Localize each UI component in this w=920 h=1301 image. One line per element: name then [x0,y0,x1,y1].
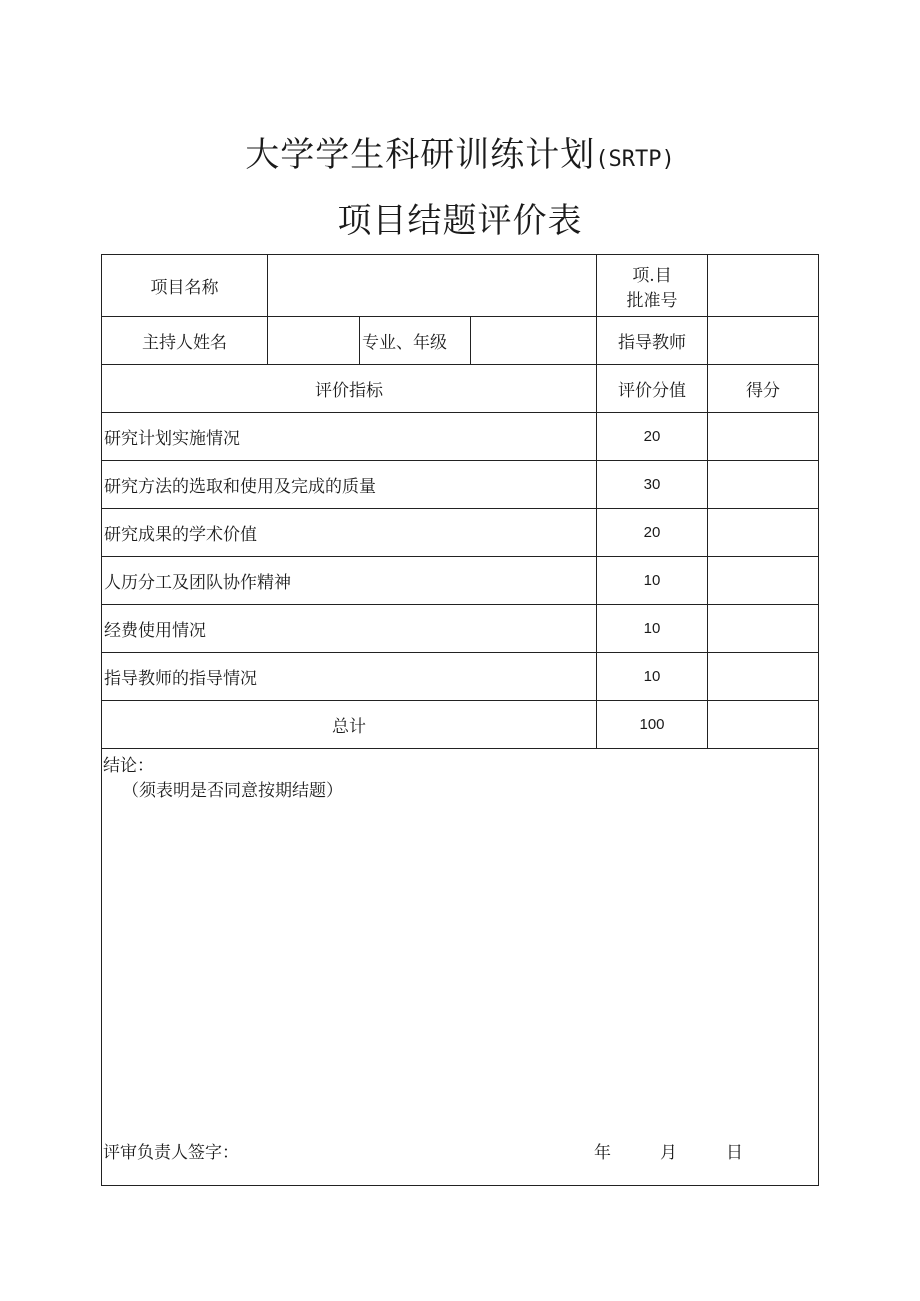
advisor-label: 指导教师 [597,317,708,365]
conclusion-field[interactable] [102,749,819,1186]
form-title-srtp: (SRTP) [595,147,675,172]
project-name-label: 项目名称 [102,255,268,317]
major-grade-label: 专业、年级 [360,317,471,365]
indicator-label: 指导教师的指导情况 [102,653,597,701]
weight-value: 10 [597,653,708,701]
indicator-label: 研究计划实施情况 [102,413,597,461]
score-header-row [102,365,819,413]
indicator-label: 研究方法的选取和使用及完成的质量 [102,461,597,509]
score-field[interactable] [708,461,819,509]
weight-value: 30 [597,461,708,509]
project-name-row [102,255,819,317]
indicator-label: 人历分工及团队协作精神 [102,557,597,605]
conclusion-row [102,749,819,1186]
indicator-label: 经费使用情况 [102,605,597,653]
major-grade-field[interactable] [471,317,597,365]
conclusion-label: 结论： [103,756,154,776]
table-row [102,509,819,557]
table-row [102,557,819,605]
project-approval-no-label [597,255,708,317]
total-weight: 100 [597,701,708,749]
score-header: 得分 [708,365,819,413]
weight-value: 20 [597,509,708,557]
advisor-field[interactable] [708,317,819,365]
date-month-label: 月 [660,1143,677,1163]
host-name-label: 主持人姓名 [102,317,268,365]
project-name-field[interactable] [268,255,597,317]
score-field[interactable] [708,653,819,701]
weight-value: 10 [597,557,708,605]
total-score-field[interactable] [708,701,819,749]
signature-date [594,1138,743,1163]
weight-value: 10 [597,605,708,653]
score-field[interactable] [708,557,819,605]
evaluation-form-table [101,254,819,1186]
date-year-label: 年 [594,1143,611,1163]
project-approval-no-label-line1: 项.目 [632,265,672,286]
form-title-line2: 项目结题评价表 [337,201,583,241]
conclusion-note: （须表明是否同意按期结题） [122,781,343,801]
host-name-field[interactable] [268,317,360,365]
form-title-line1 [0,127,920,176]
table-row [102,413,819,461]
total-row [102,701,819,749]
score-field[interactable] [708,509,819,557]
date-day-label: 日 [726,1143,743,1163]
table-row [102,605,819,653]
total-label: 总计 [102,701,597,749]
score-field[interactable] [708,605,819,653]
indicator-header: 评价指标 [102,365,597,413]
project-approval-no-field[interactable] [708,255,819,317]
project-approval-no-label-line2: 批准号 [626,290,678,311]
form-title-cn: 大学学生科研训练计划 [245,135,596,175]
score-field[interactable] [708,413,819,461]
table-row [102,461,819,509]
host-row [102,317,819,365]
indicator-label: 研究成果的学术价值 [102,509,597,557]
table-row [102,653,819,701]
weight-header: 评价分值 [597,365,708,413]
reviewer-signature-label: 评审负责人签字： [103,1143,239,1163]
weight-value: 20 [597,413,708,461]
